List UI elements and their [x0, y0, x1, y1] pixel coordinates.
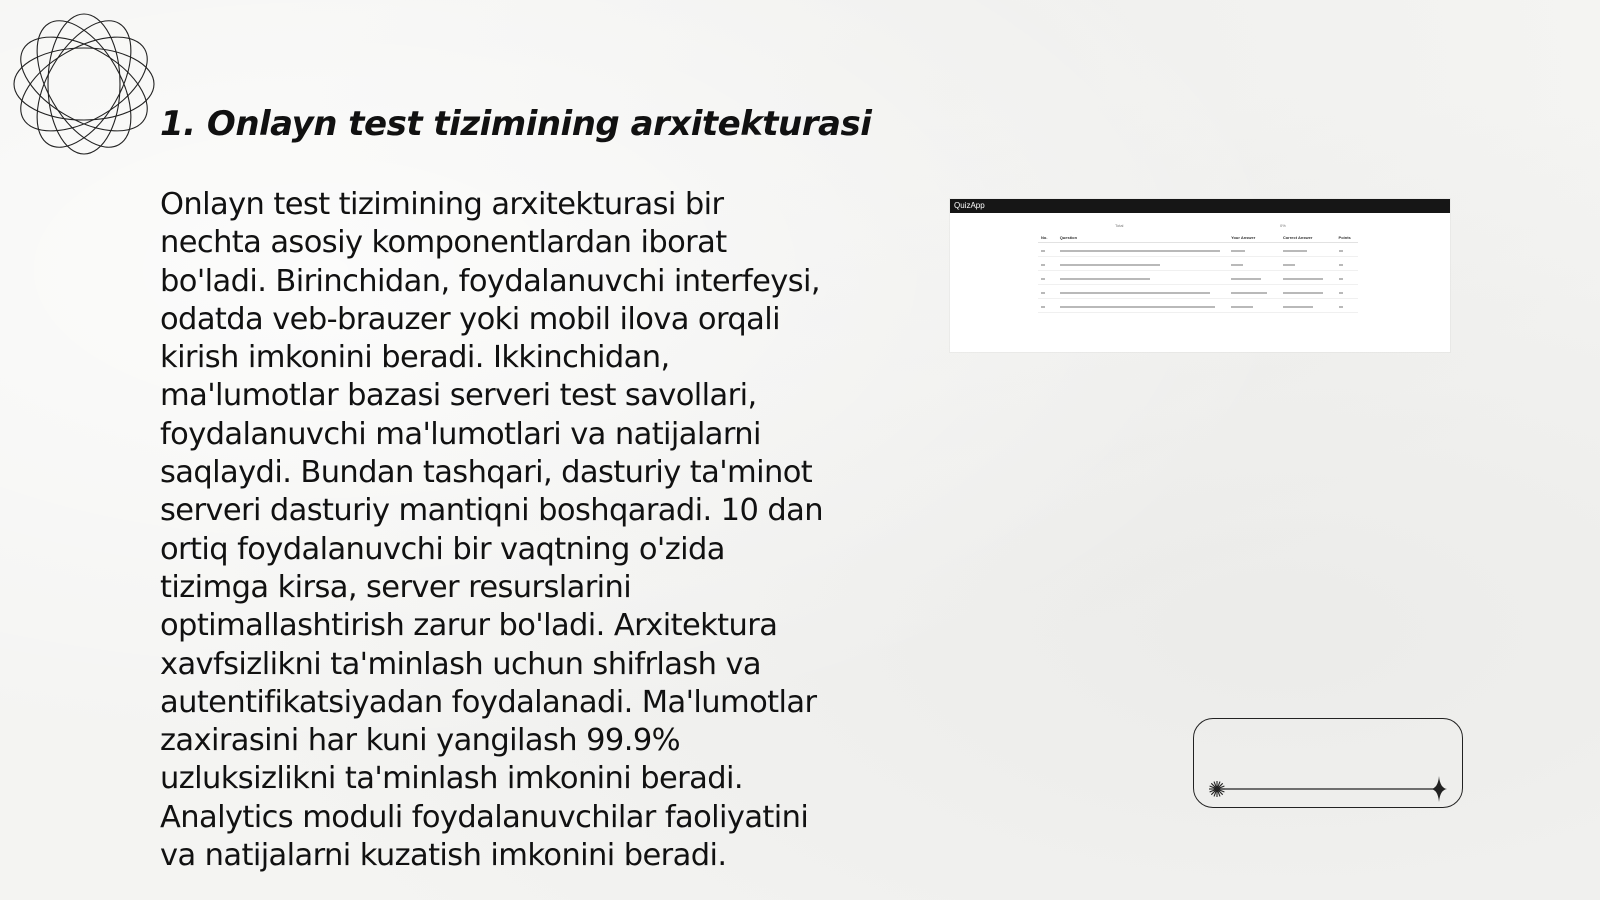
table-row	[1038, 243, 1358, 257]
sparkle-icon	[1431, 776, 1447, 802]
screenshot-summary	[950, 213, 1450, 235]
sunburst-icon	[1209, 781, 1225, 797]
table-row	[1038, 285, 1358, 299]
table-row	[1038, 299, 1358, 313]
decorative-line	[1194, 719, 1464, 809]
table-header-cell: Your Answer	[1228, 233, 1280, 243]
screenshot-app-bar: QuizApp	[950, 199, 1450, 213]
table-header-cell: Question	[1057, 233, 1228, 243]
table-row	[1038, 257, 1358, 271]
body-line: tizimga kirsa, server resurslarini	[160, 569, 632, 605]
slide-title: 1. Onlayn test tizimining arxitekturasi	[160, 104, 872, 144]
screenshot-results-table	[1038, 233, 1358, 313]
body-line: xavfsizlikni ta'minlash uchun shifrlash va	[160, 646, 762, 682]
table-row	[1038, 271, 1358, 285]
body-line: autentifikatsiyadan foydalanadi. Ma'lumotlar	[160, 684, 817, 720]
body-line: odatda veb-brauzer yoki mobil ilova orqali	[160, 301, 780, 337]
table-header-cell: Points	[1336, 233, 1358, 243]
body-line: Analytics moduli foydalanuvchilar faoliyatini	[160, 799, 809, 835]
body-line: bo'ladi. Birinchidan, foydalanuvchi interfeysi,	[160, 263, 821, 299]
body-line: foydalanuvchi ma'lumotlari va natijalarni	[160, 416, 761, 452]
body-line: Onlayn test tizimining arxitekturasi bir	[160, 187, 724, 222]
quizapp-screenshot	[950, 199, 1450, 352]
body-line: kirish imkonini beradi. Ikkinchidan,	[160, 340, 670, 376]
rosette-ornament-icon	[10, 10, 158, 158]
body-line: zaxirasini har kuni yangilash 99.9%	[160, 723, 681, 759]
table-header-cell: No.	[1038, 233, 1057, 243]
body-line: uzluksizlikni ta'minlash imkonini beradi.	[160, 761, 743, 797]
body-line: saqlaydi. Bundan tashqari, dasturiy ta'minot	[160, 455, 813, 491]
table-header-cell: Correct Answer	[1280, 233, 1336, 243]
body-line: ortiq foydalanuvchi bir vaqtning o'zida	[160, 531, 725, 567]
body-paragraph	[160, 186, 860, 875]
body-line: nechta asosiy komponentlardan iborat	[160, 225, 727, 261]
body-line: ma'lumotlar bazasi serveri test savollari,	[160, 378, 757, 414]
screenshot-summary-value: 0%	[1280, 223, 1286, 228]
decorative-slider-box	[1193, 718, 1463, 808]
body-line: optimallashtirish zarur bo'ladi. Arxitektura	[160, 608, 778, 644]
screenshot-summary-label: Total	[1115, 223, 1124, 228]
body-line: va natijalarni kuzatish imkonini beradi.	[160, 838, 727, 874]
table-header-row	[1038, 233, 1358, 243]
body-line: serveri dasturiy mantiqni boshqaradi. 10 dan	[160, 493, 823, 529]
